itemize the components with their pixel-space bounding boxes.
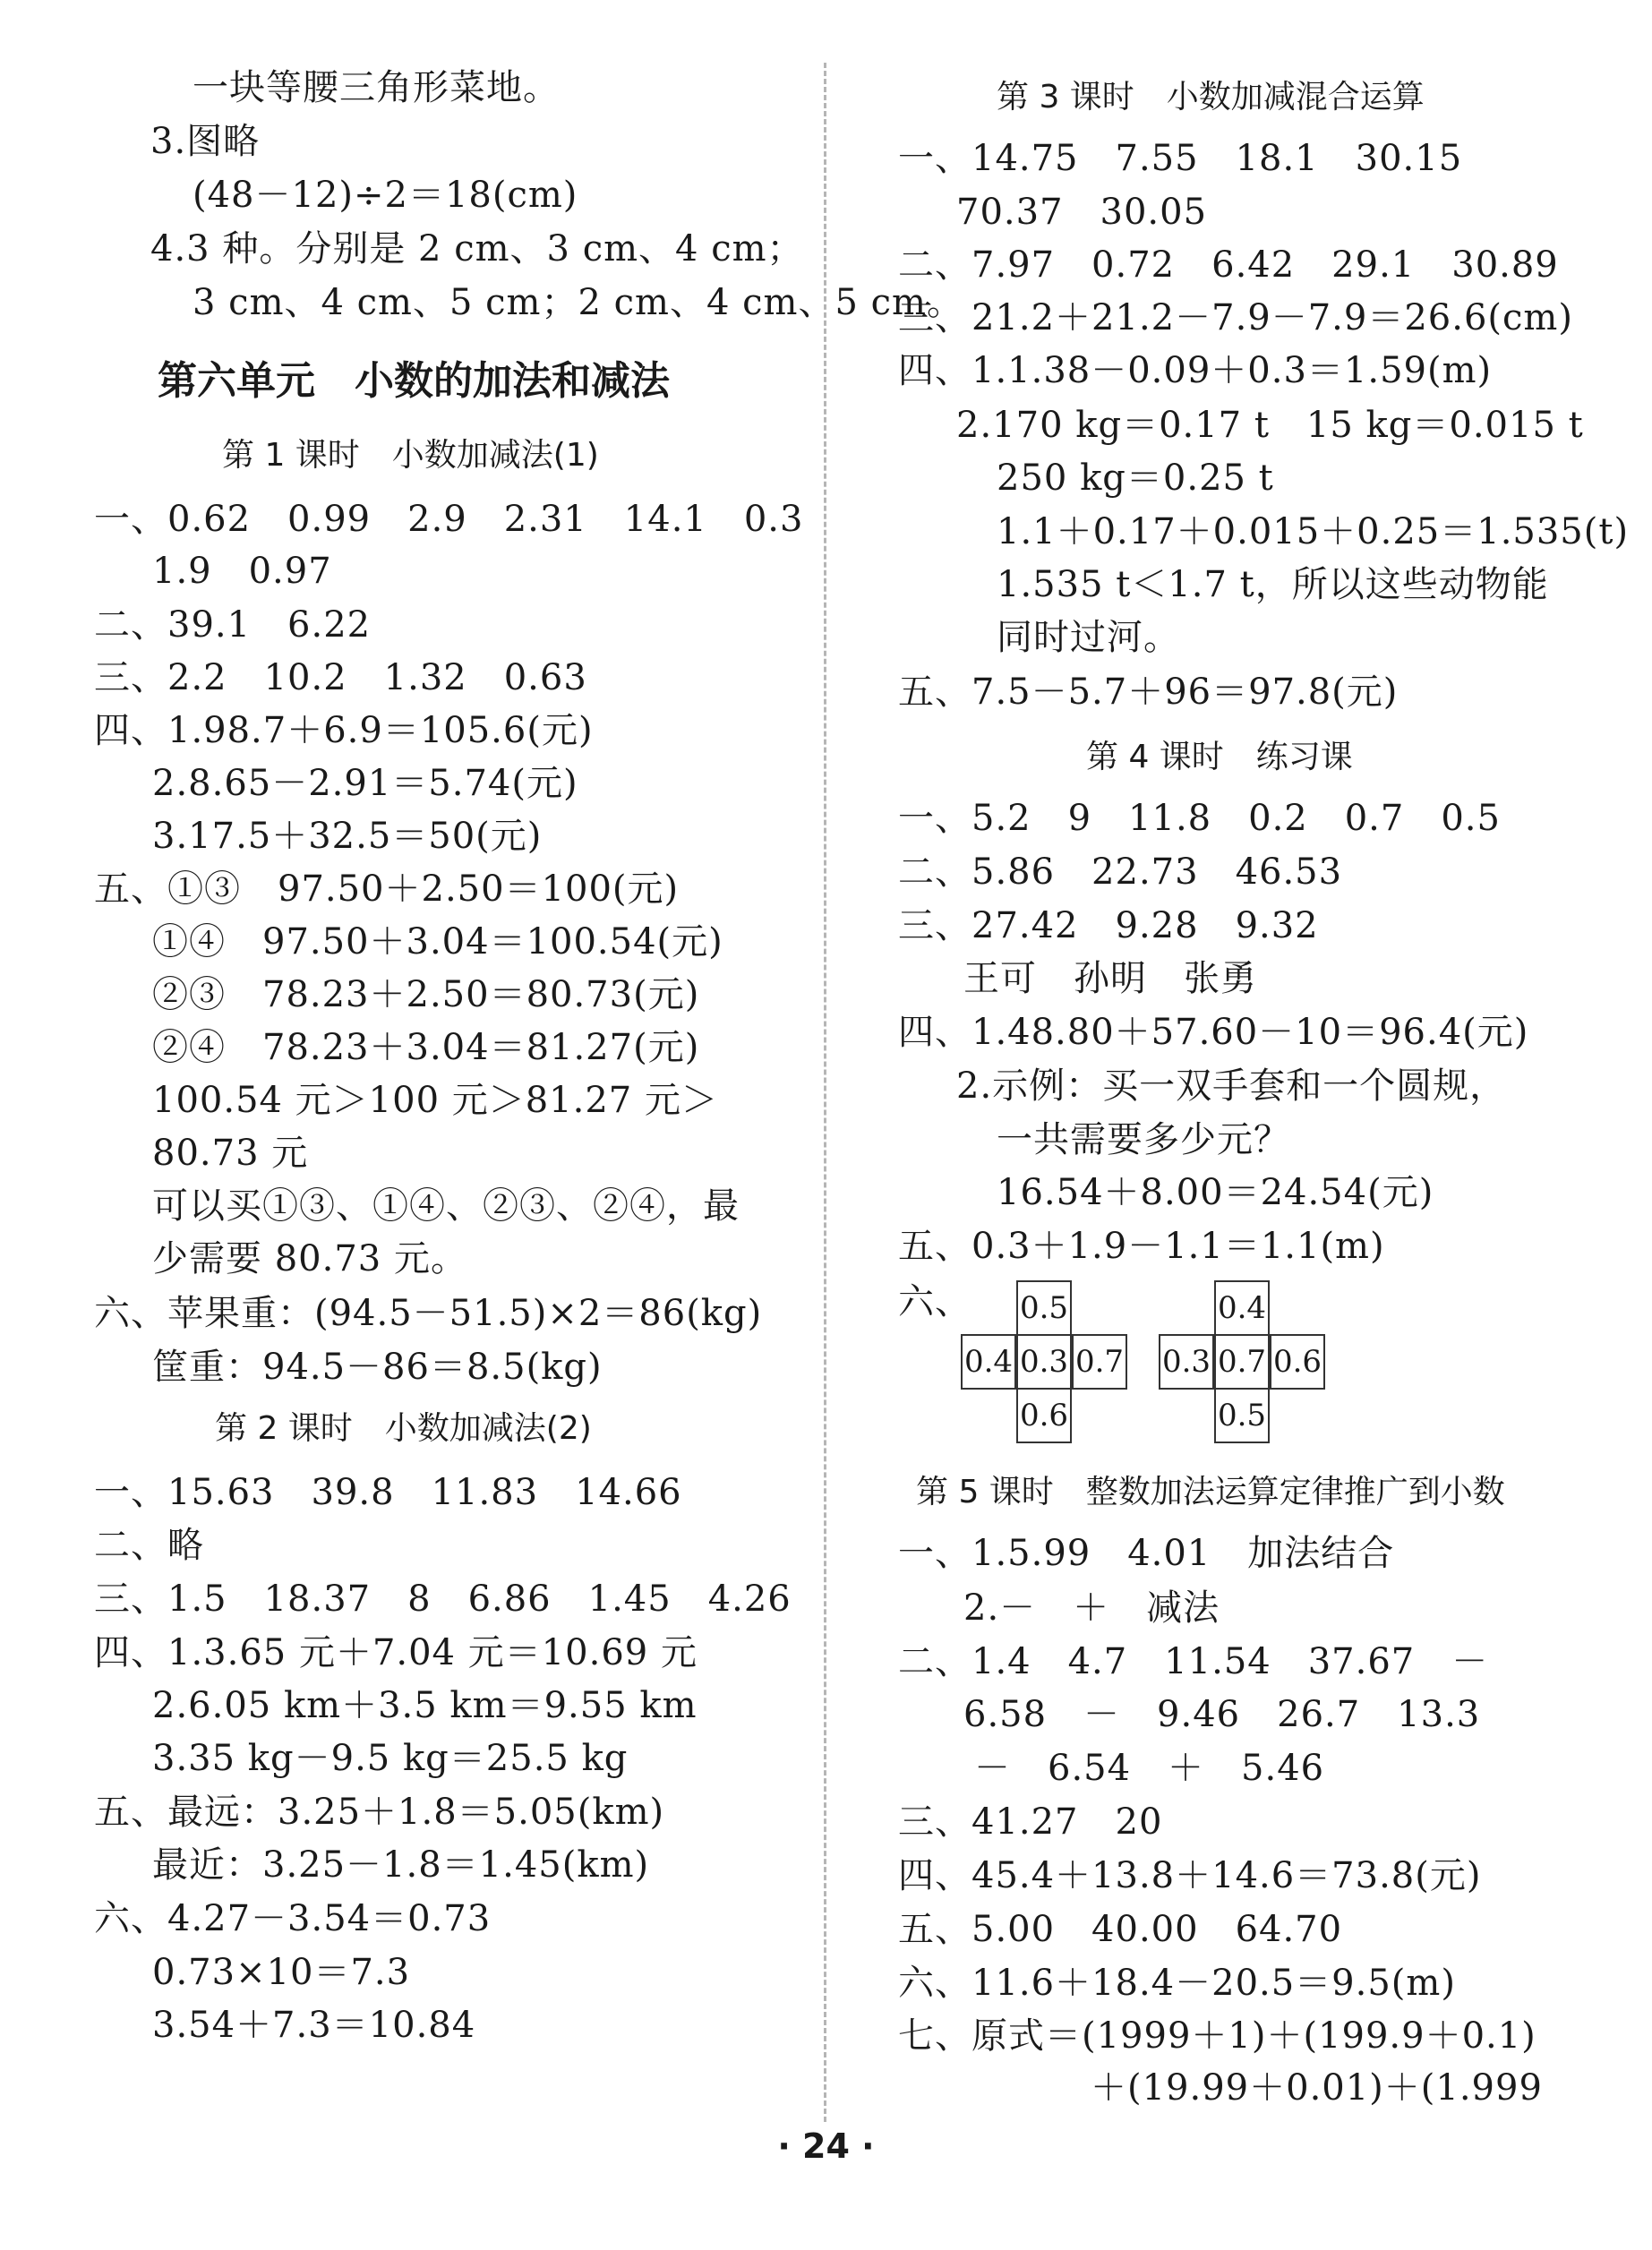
answer-line: 一、0.62 0.99 2.9 2.31 14.1 0.3 xyxy=(94,499,804,540)
answer-line: 六、苹果重：(94.5－51.5)×2＝86(kg) xyxy=(94,1293,763,1334)
answer-line: 0.73×10＝7.3 xyxy=(152,1952,411,1993)
answer-line: 3.图略 xyxy=(150,121,261,162)
number-cross-grid-1 xyxy=(961,1280,1127,1447)
lesson-title: 第 3 课时 小数加减混合运算 xyxy=(997,79,1425,115)
answer-line: 四、1.98.7＋6.9＝105.6(元) xyxy=(94,710,594,751)
lesson-title: 第 4 课时 练习课 xyxy=(1086,739,1353,775)
unit-title: 第六单元 小数的加法和减法 xyxy=(158,358,670,404)
answer-line: 4.3 种。分别是 2 cm、3 cm、4 cm； xyxy=(150,228,804,269)
answer-line: ②④ 78.23＋3.04＝81.27(元) xyxy=(152,1027,700,1068)
grid-cell-right: 0.6 xyxy=(1270,1334,1325,1390)
answer-line: 三、21.2＋21.2－7.9－7.9＝26.6(cm) xyxy=(898,297,1573,338)
answer-line: 80.73 元 xyxy=(152,1133,309,1174)
answer-line: 一、5.2 9 11.8 0.2 0.7 0.5 xyxy=(898,798,1501,839)
column-divider xyxy=(824,63,826,2122)
page-number: · 24 · xyxy=(777,2126,875,2166)
answer-line: 6.58 － 9.46 26.7 13.3 xyxy=(963,1694,1481,1735)
answer-line: 2.170 kg＝0.17 t 15 kg＝0.015 t xyxy=(956,405,1584,446)
grid-cell-top: 0.5 xyxy=(1016,1280,1072,1336)
answer-line: 一、15.63 39.8 11.83 14.66 xyxy=(94,1472,682,1513)
answer-line: 3 cm、4 cm、5 cm；2 cm、4 cm、5 cm。 xyxy=(193,282,963,323)
answer-line: 2.8.65－2.91＝5.74(元) xyxy=(152,763,578,804)
answer-line: 二、5.86 22.73 46.53 xyxy=(898,851,1343,893)
answer-line: 3.54＋7.3＝10.84 xyxy=(152,2005,476,2046)
answer-line: 四、1.1.38－0.09＋0.3＝1.59(m) xyxy=(898,350,1493,391)
answer-line: 3.35 kg－9.5 kg＝25.5 kg xyxy=(152,1738,629,1779)
lesson-title: 第 5 课时 整数加法运算定律推广到小数 xyxy=(916,1474,1505,1510)
answer-line: 3.17.5＋32.5＝50(元) xyxy=(152,816,543,857)
answer-line: 一块等腰三角形菜地。 xyxy=(193,67,560,108)
answer-line: 二、39.1 6.22 xyxy=(94,604,372,646)
answer-line: 五、7.5－5.7＋96＝97.8(元) xyxy=(898,672,1399,713)
answer-line: 70.37 30.05 xyxy=(956,192,1208,233)
grid-cell-right: 0.7 xyxy=(1072,1334,1127,1390)
answer-line: 2.示例：买一双手套和一个圆规， xyxy=(956,1065,1507,1107)
answer-line: ②③ 78.23＋2.50＝80.73(元) xyxy=(152,974,700,1015)
answer-line: 三、1.5 18.37 8 6.86 1.45 4.26 xyxy=(94,1578,792,1620)
answer-line: 100.54 元＞100 元＞81.27 元＞ xyxy=(152,1080,718,1121)
answer-line: 2.－ ＋ 减法 xyxy=(963,1587,1220,1629)
answer-line: 三、27.42 9.28 9.32 xyxy=(898,905,1319,946)
answer-line: 三、2.2 10.2 1.32 0.63 xyxy=(94,657,587,698)
answer-line: 三、41.27 20 xyxy=(898,1801,1163,1843)
answer-line: 五、5.00 40.00 64.70 xyxy=(898,1909,1343,1950)
answer-line: 一、14.75 7.55 18.1 30.15 xyxy=(898,138,1463,179)
answer-line: 四、1.3.65 元＋7.04 元＝10.69 元 xyxy=(94,1632,698,1673)
answer-line: 七、原式＝(1999＋1)＋(199.9＋0.1) xyxy=(898,2015,1536,2057)
answer-line: 1.9 0.97 xyxy=(152,551,332,592)
grid-cell-left: 0.4 xyxy=(961,1334,1016,1390)
answer-line: 一、1.5.99 4.01 加法结合 xyxy=(898,1533,1395,1574)
answer-line: 2.6.05 km＋3.5 km＝9.55 km xyxy=(152,1685,698,1726)
answer-line: (48－12)÷2＝18(cm) xyxy=(193,175,578,216)
answer-line: 同时过河。 xyxy=(997,617,1180,658)
lesson-title: 第 2 课时 小数加减法(2) xyxy=(215,1410,592,1447)
answer-line: 五、0.3＋1.9－1.1＝1.1(m) xyxy=(898,1226,1385,1267)
grid-cell-center: 0.3 xyxy=(1016,1334,1072,1390)
answer-line: 筐重：94.5－86＝8.5(kg) xyxy=(152,1347,603,1388)
answer-line: 四、45.4＋13.8＋14.6＝73.8(元) xyxy=(898,1855,1482,1896)
grid-cell-top: 0.4 xyxy=(1214,1280,1270,1336)
answer-line: 五、最远：3.25＋1.8＝5.05(km) xyxy=(94,1792,665,1833)
answer-line: 1.535 t＜1.7 t，所以这些动物能 xyxy=(997,564,1549,605)
number-cross-grid-2 xyxy=(1159,1280,1325,1447)
answer-line: 少需要 80.73 元。 xyxy=(152,1238,467,1279)
answer-line: 六、11.6＋18.4－20.5＝9.5(m) xyxy=(898,1963,1456,2004)
answer-line: 最近：3.25－1.8＝1.45(km) xyxy=(152,1844,650,1886)
answer-line: 16.54＋8.00＝24.54(元) xyxy=(997,1172,1434,1213)
answer-line: 二、7.97 0.72 6.42 29.1 30.89 xyxy=(898,244,1559,286)
answer-line: ＋(19.99＋0.01)＋(1.999 xyxy=(1091,2067,1543,2109)
answer-line: ①④ 97.50＋3.04＝100.54(元) xyxy=(152,921,723,962)
answer-line: 五、①③ 97.50＋2.50＝100(元) xyxy=(94,868,680,910)
answer-line: 250 kg＝0.25 t xyxy=(997,458,1274,499)
grid-cell-left: 0.3 xyxy=(1159,1334,1214,1390)
answer-line: 二、1.4 4.7 11.54 37.67 － xyxy=(898,1641,1489,1682)
answer-line: 可以买①③、①④、②③、②④，最 xyxy=(152,1185,740,1227)
answer-line: 一共需要多少元？ xyxy=(997,1119,1290,1160)
lesson-title: 第 1 课时 小数加减法(1) xyxy=(222,437,599,474)
answer-line: 六、 xyxy=(898,1281,972,1322)
answer-line: 六、4.27－3.54＝0.73 xyxy=(94,1898,492,1939)
grid-cell-bottom: 0.6 xyxy=(1016,1388,1072,1443)
answer-line: 王可 孙明 张勇 xyxy=(963,958,1257,999)
answer-line: 1.1＋0.17＋0.015＋0.25＝1.535(t) xyxy=(997,511,1630,552)
grid-cell-bottom: 0.5 xyxy=(1214,1388,1270,1443)
grid-cell-center: 0.7 xyxy=(1214,1334,1270,1390)
answer-line: 四、1.48.80＋57.60－10＝96.4(元) xyxy=(898,1012,1529,1053)
answer-line: 二、略 xyxy=(94,1525,204,1566)
answer-line: － 6.54 ＋ 5.46 xyxy=(974,1748,1325,1789)
